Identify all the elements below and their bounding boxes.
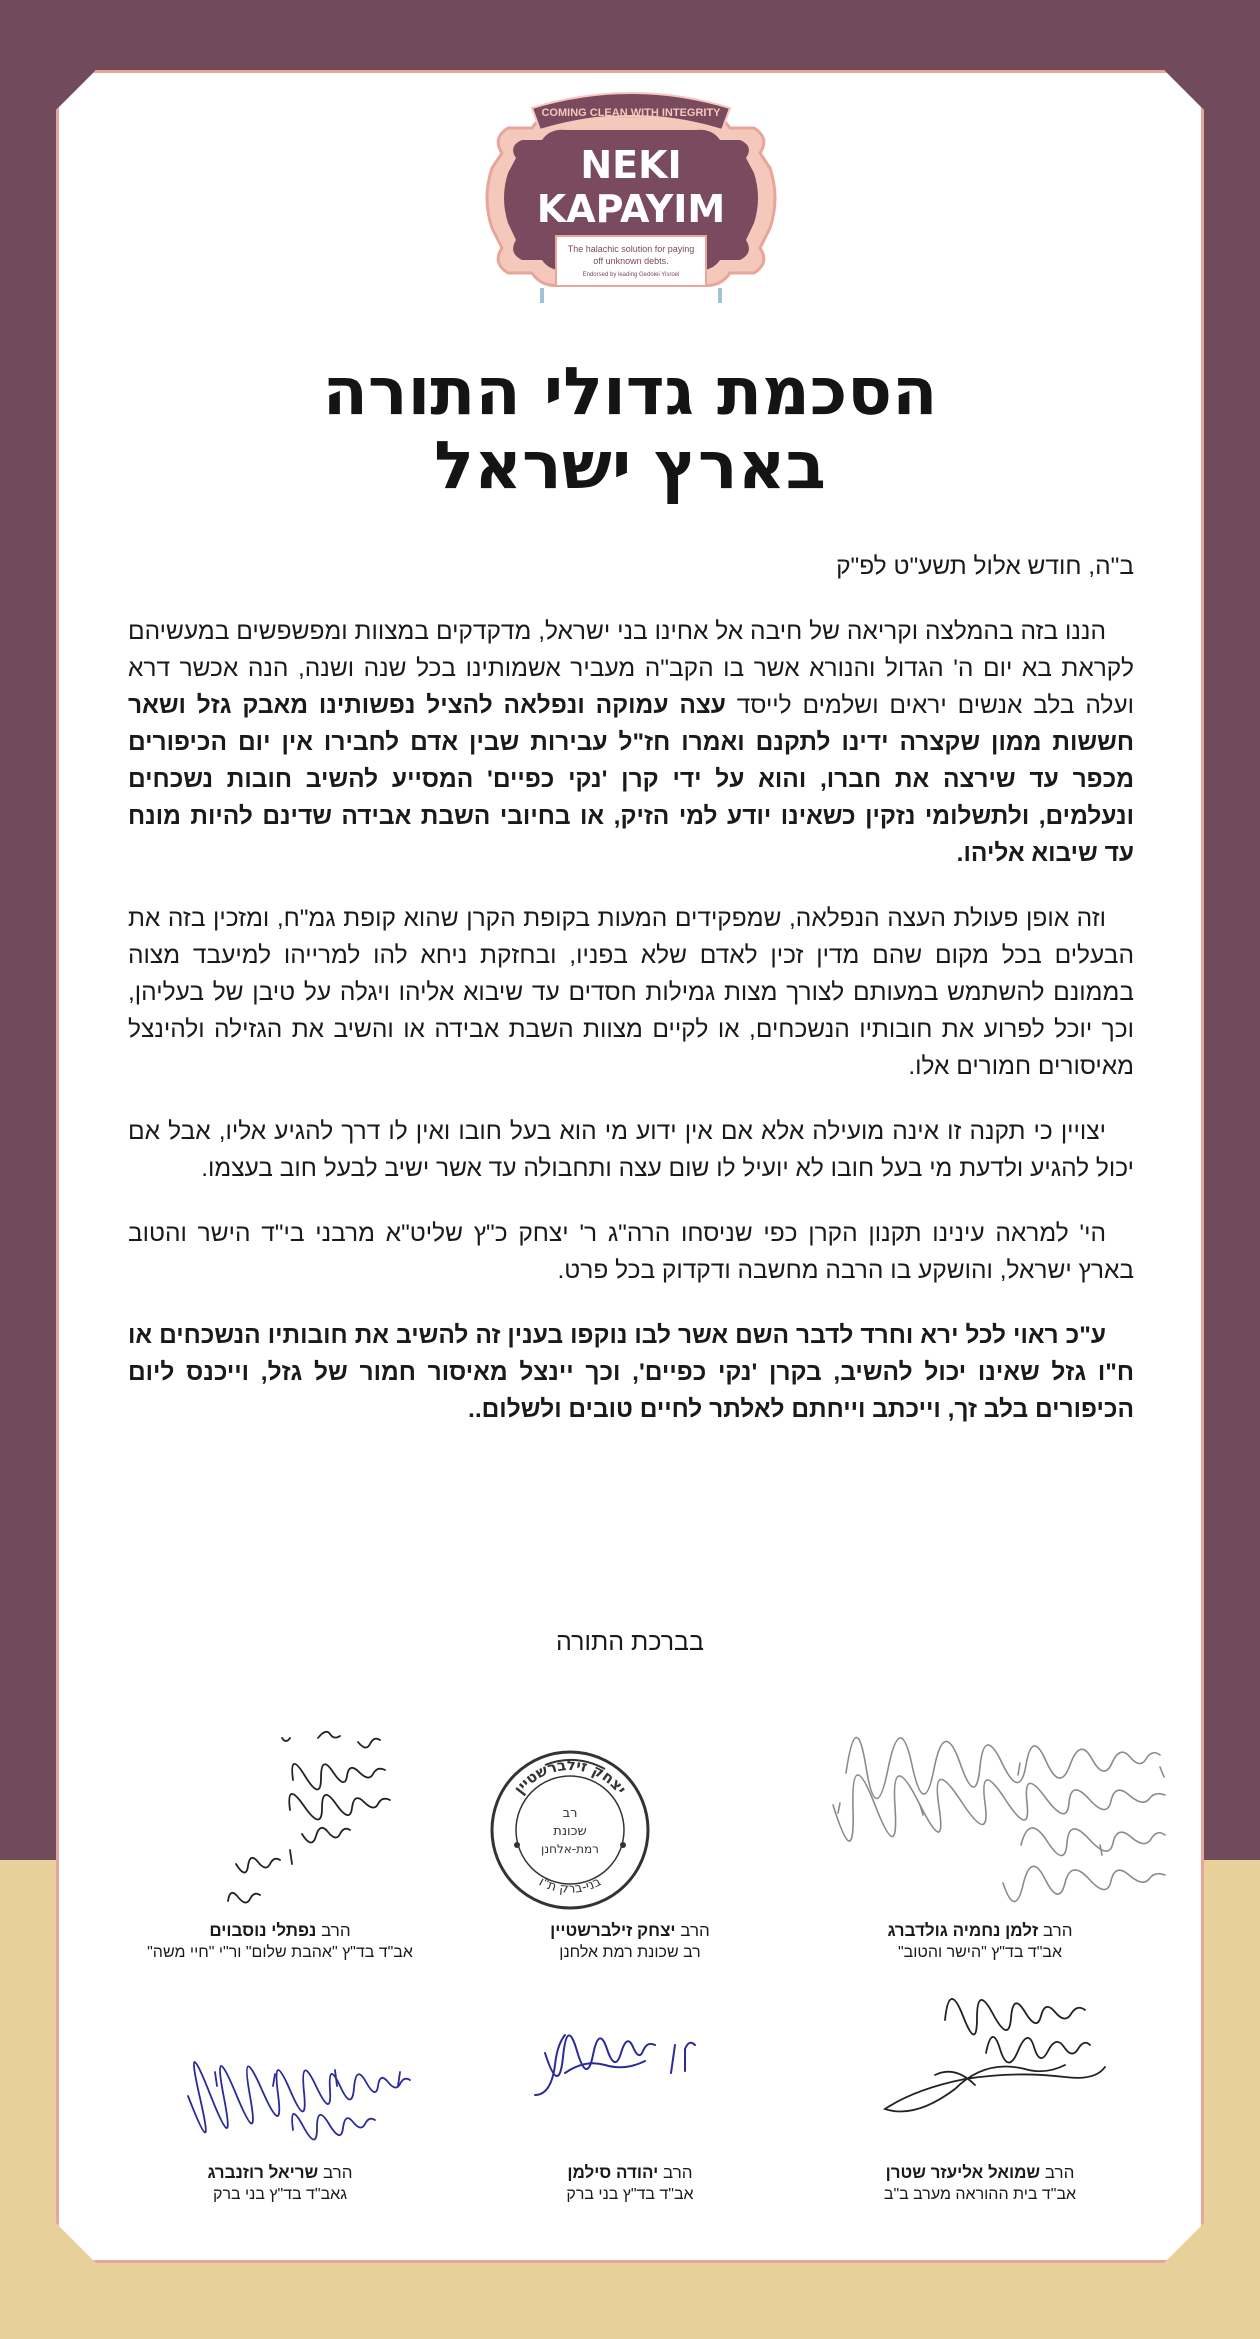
signature-silman-handwriting [505, 2005, 715, 2115]
signature-stern-handwriting [855, 1985, 1115, 2155]
signatory-4-prefix: הרב [1044, 2163, 1075, 2182]
logo-tagline-2: off unknown debts. [593, 256, 669, 266]
stamp-bottom-text: בני-ברק ת"ו [536, 1874, 604, 1897]
logo-line2: KAPAYIM [536, 187, 726, 231]
signatory-3 [120, 1920, 440, 1963]
signatory-1-prefix: הרב [1042, 1921, 1073, 1940]
signatory-1 [820, 1920, 1140, 1963]
svg-text:בני-ברק ת"ו [536, 1874, 603, 1896]
stamp-mid-3: רמת-אלחנן [541, 1842, 599, 1856]
logo-tagline-1: The halachic solution for paying [567, 244, 695, 254]
paragraph-3: יצויין כי תקנה זו אינה מועילה אלא אם אין ידוע מי הוא בעל חובו ואין לו דרך להגיע אליו, אבל אם יכול להגיע ולדעת מי בעל חובו לא יועיל לו שום עצה ותחבולה עד אשר ישיב לבעל חוב בעצמו. [128, 1118, 1134, 1182]
paragraph-1-regular: הננו בזה בהמלצה וקריאה של חיבה אל אחינו בני ישראל, מדקדקים במצוות ומפשפשים במעשיהם לקראת בא יום ה' הגדול והנורא אשר בו הקב"ה מעביר אשמותינו בכל שנה ושנה, הנה אכשר דרא ועלה בלב אנשים יראים ושלמים לייסד [128, 618, 1134, 719]
page-title [130, 355, 1130, 503]
paragraph-1-bold: עצה עמוקה ונפלאה להציל נפשותינו מאבק גזל ושאר חששות ממון שקצרה ידינו לתקנם ואמרו חז"ל עבירות שבין אדם לחבירו אין יום הכיפורים מכפר עד שירצה את חברו, והוא על ידי קרן 'נקי כפיים' המסייע להשיב חובות נשכחים ונעלמים, ולתשלומי נזקין כשאינו יודע למי הזיק, או בחיובי השבת אבידה שדינם להיות מונח עד שיבוא אליהו. [128, 692, 1134, 867]
signatory-6-name [120, 2162, 440, 2184]
paragraph-1 [128, 613, 1134, 872]
signatory-5-prefix: הרב [663, 2163, 693, 2182]
title-line-1: הסכמת גדולי התורה [322, 353, 938, 430]
signatory-5-name-text: יהודה סילמן [567, 2163, 659, 2182]
signatory-6-prefix: הרב [322, 2163, 353, 2182]
stamp-mid-2: שכונת [553, 1824, 587, 1839]
signatory-4 [820, 2162, 1140, 2205]
signatory-6-name-text: שריאל רוזנברג [207, 2163, 319, 2182]
signatory-2-name [470, 1920, 790, 1942]
signature-goldberg-handwriting [720, 1735, 1190, 1915]
stamp-top-text: יצחק זילברשטיין [510, 1755, 631, 1798]
signatory-5-title: אב"ד בד"ץ בני ברק [566, 2186, 694, 2203]
logo-tagline-3: Endorsed by leading Gedolei Yisroel [582, 272, 680, 278]
signatory-2-prefix: הרב [680, 1921, 710, 1940]
signatory-3-prefix: הרב [321, 1921, 351, 1940]
letter-body [128, 548, 1134, 1456]
stamp-zilbershtein [485, 1745, 655, 1915]
signatory-6-title: גאב"ד בד"ץ בני ברק [213, 2186, 347, 2203]
stamp-mid-1: רב [562, 1806, 578, 1821]
paragraph-4: הי' למראה עינינו תקנון הקרן כפי שניסחו הרה"ג ר' יצחק כ"ץ שליט"א מרבני בי"ד הישר והטוב בארץ ישראל, והושקע בו הרבה מחשבה ודקדוק בכל פרט. [128, 1220, 1134, 1284]
signatory-5 [470, 2162, 790, 2205]
signatory-3-title: אב"ד בד"ץ "אהבת שלום" ור"י "חיי משה" [147, 1944, 413, 1961]
signatory-5-name [470, 2162, 790, 2184]
logo-ribbon-text: COMING CLEAN WITH INTEGRITY [541, 107, 721, 119]
svg-text:יצחק זילברשטיין [510, 1756, 630, 1798]
signatory-4-title: אב"ד בית ההוראה מערב ב"ב [883, 2186, 1077, 2203]
signatory-6 [120, 2162, 440, 2205]
signatory-3-name-text: נפתלי נוסבוים [209, 1921, 317, 1940]
signatory-4-name-text: שמואל אליעזר שטרן [885, 2163, 1041, 2182]
signatory-4-name [820, 2162, 1140, 2184]
blessing-line: בברכת התורה [556, 1628, 704, 1656]
signature-rosenberg-handwriting [115, 2060, 425, 2160]
date-line: ב"ה, חודש אלול תשע"ט לפ"ק [836, 553, 1134, 580]
title-line-2: בארץ ישראל [434, 427, 826, 504]
signatory-3-name [120, 1920, 440, 1942]
signature-nussbaum-handwriting [180, 1720, 410, 1920]
paragraph-5: ע"כ ראוי לכל ירא וחרד לדבר השם אשר לבו נוקפו בענין זה להשיב את חובותיו הנשכחים או ח"ו גזל שאינו יכול להשיב, בקרן 'נקי כפיים', וכך יינצל מאיסור חמור של גזל, וייכנס ליום הכיפורים בלב זך, וייכתב וייחתם לאלתר לחיים טובים ולשלום.. [128, 1322, 1134, 1423]
signatory-2-name-text: יצחק זילברשטיין [550, 1921, 676, 1940]
logo-line1: NEKI [580, 143, 682, 187]
signatory-1-name [820, 1920, 1140, 1942]
neki-kapayim-logo [472, 78, 790, 323]
signatory-2 [470, 1920, 790, 1963]
signatory-1-name-text: זלמן נחמיה גולדברג [887, 1921, 1039, 1940]
paragraph-2: וזה אופן פעולת העצה הנפלאה, שמפקידים המעות בקופת הקרן שהוא קופת גמ"ח, ומזכין בזה את הבעלים בכל מקום שהם מדין זכין לאדם שלא בפניו, ובחזקת ניחא להו למרייהו למיעבד מצוה בממונם להשתמש במעותם לצורך מצות גמילות חסדים עד שיבוא אליהו ויגלה על טיבן של בעליהן, וכך יוכל לפרוע את חובותיו הנשכחים, או לקיים מצוות השבת אבידה או והשיב את הגזילה ולהינצל מאיסורים חמורים אלו. [128, 905, 1134, 1080]
signatory-2-title: רב שכונת רמת אלחנן [559, 1944, 701, 1961]
signatory-1-title: אב"ד בד"ץ "הישר והטוב" [897, 1944, 1063, 1961]
